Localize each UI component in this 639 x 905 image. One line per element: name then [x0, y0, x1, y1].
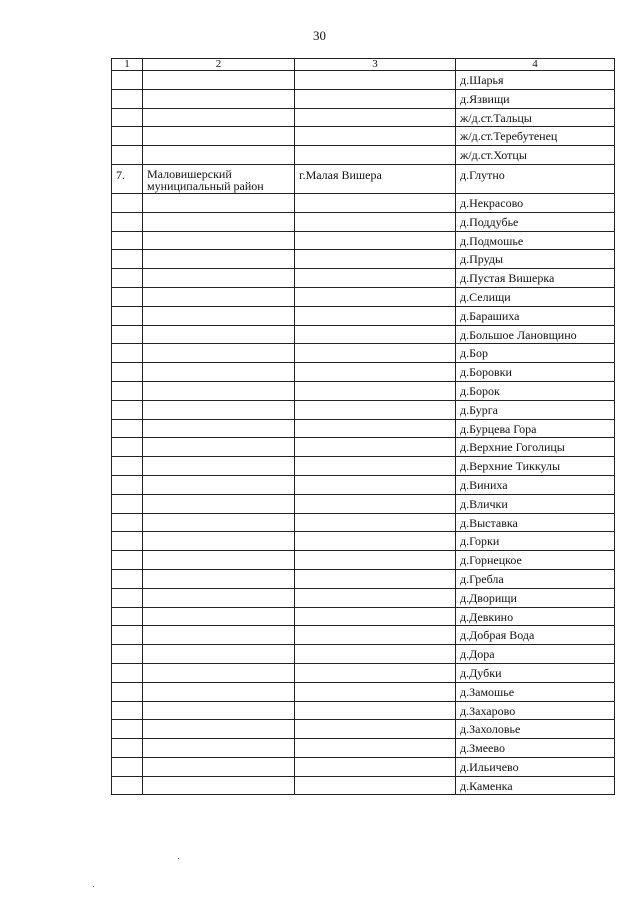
row-number-cell	[112, 551, 143, 570]
district-cell	[143, 287, 295, 306]
table-row	[112, 701, 615, 720]
row-number-cell	[112, 89, 143, 108]
settlement-cell: д.Бурцева Гора	[456, 419, 615, 438]
center-cell: г.Малая Вишера	[295, 164, 456, 193]
settlement-cell: д.Захарово	[456, 701, 615, 720]
district-cell	[143, 89, 295, 108]
center-cell	[295, 513, 456, 532]
settlement-cell: ж/д.ст.Теребутенец	[456, 127, 615, 146]
row-number-cell	[112, 682, 143, 701]
row-number-cell	[112, 569, 143, 588]
center-cell	[295, 626, 456, 645]
table-row	[112, 344, 615, 363]
row-number-cell	[112, 626, 143, 645]
scan-speck	[93, 886, 94, 887]
table-row	[112, 551, 615, 570]
table-row	[112, 363, 615, 382]
center-cell	[295, 231, 456, 250]
row-number-cell	[112, 146, 143, 165]
settlement-cell: д.Пустая Вишерка	[456, 269, 615, 288]
center-cell	[295, 419, 456, 438]
center-cell	[295, 108, 456, 127]
settlement-cell: д.Глутно	[456, 164, 615, 193]
table-row	[112, 663, 615, 682]
district-cell	[143, 400, 295, 419]
table-row	[112, 682, 615, 701]
center-cell	[295, 325, 456, 344]
district-cell	[143, 701, 295, 720]
settlement-cell: д.Большое Лановщино	[456, 325, 615, 344]
district-cell	[143, 212, 295, 231]
center-cell	[295, 250, 456, 269]
page-number: 30	[313, 28, 326, 43]
row-number-cell	[112, 250, 143, 269]
table-row	[112, 720, 615, 739]
settlement-cell: д.Барашиха	[456, 306, 615, 325]
column-header-3: 3	[295, 59, 456, 71]
center-cell	[295, 287, 456, 306]
column-header-2: 2	[143, 59, 295, 71]
district-cell	[143, 494, 295, 513]
row-number-cell	[112, 494, 143, 513]
district-cell	[143, 381, 295, 400]
district-cell	[143, 363, 295, 382]
settlement-cell: д.Поддубье	[456, 212, 615, 231]
district-cell: Маловишерский муниципальный район	[143, 164, 295, 193]
district-cell	[143, 757, 295, 776]
settlement-cell: д.Горнецкое	[456, 551, 615, 570]
district-cell	[143, 645, 295, 664]
district-cell	[143, 108, 295, 127]
table-row	[112, 325, 615, 344]
row-number-cell	[112, 513, 143, 532]
row-number-cell	[112, 287, 143, 306]
center-cell	[295, 569, 456, 588]
settlement-cell: д.Ильичево	[456, 757, 615, 776]
district-cell	[143, 193, 295, 212]
row-number-cell	[112, 720, 143, 739]
settlement-cell: д.Некрасово	[456, 193, 615, 212]
center-cell	[295, 363, 456, 382]
settlement-cell: д.Дубки	[456, 663, 615, 682]
district-cell	[143, 739, 295, 758]
table-row	[112, 532, 615, 551]
row-number-cell	[112, 193, 143, 212]
table-row	[112, 231, 615, 250]
row-number-cell	[112, 344, 143, 363]
district-cell	[143, 682, 295, 701]
column-header-4: 4	[456, 59, 615, 71]
table-row	[112, 71, 615, 90]
table-row	[112, 494, 615, 513]
row-number-cell	[112, 607, 143, 626]
row-number-cell	[112, 419, 143, 438]
district-cell	[143, 532, 295, 551]
settlement-cell: д.Выставка	[456, 513, 615, 532]
center-cell	[295, 739, 456, 758]
table-row	[112, 607, 615, 626]
scan-speck	[178, 858, 179, 859]
table-row	[112, 569, 615, 588]
settlement-cell: д.Змеево	[456, 739, 615, 758]
district-cell	[143, 71, 295, 90]
center-cell	[295, 400, 456, 419]
row-number-cell	[112, 269, 143, 288]
row-number-cell: 7.	[112, 164, 143, 193]
district-cell	[143, 588, 295, 607]
district-cell	[143, 438, 295, 457]
center-cell	[295, 127, 456, 146]
table-row	[112, 513, 615, 532]
header-row	[112, 59, 615, 71]
district-cell	[143, 306, 295, 325]
settlement-cell: д.Боровки	[456, 363, 615, 382]
row-number-cell	[112, 306, 143, 325]
settlement-cell: д.Каменка	[456, 776, 615, 795]
district-cell	[143, 569, 295, 588]
center-cell	[295, 381, 456, 400]
district-cell	[143, 663, 295, 682]
row-number-cell	[112, 739, 143, 758]
table-row	[112, 438, 615, 457]
table-row	[112, 419, 615, 438]
column-header-1: 1	[112, 59, 143, 71]
table-row	[112, 757, 615, 776]
row-number-cell	[112, 108, 143, 127]
table-row	[112, 381, 615, 400]
table-row	[112, 626, 615, 645]
settlement-cell: д.Верхние Тиккулы	[456, 457, 615, 476]
row-number-cell	[112, 776, 143, 795]
district-cell	[143, 720, 295, 739]
row-number-cell	[112, 127, 143, 146]
center-cell	[295, 438, 456, 457]
settlement-cell: д.Шарья	[456, 71, 615, 90]
center-cell	[295, 344, 456, 363]
district-cell	[143, 457, 295, 476]
settlement-cell: д.Горки	[456, 532, 615, 551]
center-cell	[295, 457, 456, 476]
settlement-cell: д.Пруды	[456, 250, 615, 269]
center-cell	[295, 193, 456, 212]
center-cell	[295, 701, 456, 720]
table-row	[112, 250, 615, 269]
settlement-cell: д.Гребла	[456, 569, 615, 588]
settlements-table	[111, 58, 615, 795]
center-cell	[295, 306, 456, 325]
settlement-cell: д.Дворищи	[456, 588, 615, 607]
settlement-cell: ж/д.ст.Тальцы	[456, 108, 615, 127]
settlement-cell: д.Селищи	[456, 287, 615, 306]
district-cell	[143, 250, 295, 269]
table-row	[112, 400, 615, 419]
district-cell	[143, 551, 295, 570]
center-cell	[295, 757, 456, 776]
district-cell	[143, 607, 295, 626]
table-row	[112, 108, 615, 127]
table-row	[112, 739, 615, 758]
row-number-cell	[112, 532, 143, 551]
settlement-cell: д.Влички	[456, 494, 615, 513]
settlement-cell: д.Добрая Вода	[456, 626, 615, 645]
settlement-cell: д.Девкино	[456, 607, 615, 626]
settlement-cell: д.Язвищи	[456, 89, 615, 108]
district-cell	[143, 776, 295, 795]
table-row	[112, 164, 615, 193]
center-cell	[295, 607, 456, 626]
table-row	[112, 475, 615, 494]
row-number-cell	[112, 663, 143, 682]
center-cell	[295, 551, 456, 570]
center-cell	[295, 532, 456, 551]
row-number-cell	[112, 363, 143, 382]
settlement-cell: д.Захоловье	[456, 720, 615, 739]
settlement-cell: д.Виниха	[456, 475, 615, 494]
table-row	[112, 645, 615, 664]
center-cell	[295, 212, 456, 231]
settlement-cell: д.Бурга	[456, 400, 615, 419]
table-row	[112, 776, 615, 795]
district-cell	[143, 513, 295, 532]
table-row	[112, 588, 615, 607]
row-number-cell	[112, 325, 143, 344]
settlement-cell: д.Дора	[456, 645, 615, 664]
row-number-cell	[112, 231, 143, 250]
center-cell	[295, 776, 456, 795]
center-cell	[295, 682, 456, 701]
district-cell	[143, 419, 295, 438]
center-cell	[295, 663, 456, 682]
center-cell	[295, 475, 456, 494]
district-cell	[143, 127, 295, 146]
district-cell	[143, 475, 295, 494]
settlement-cell: д.Замошье	[456, 682, 615, 701]
center-cell	[295, 494, 456, 513]
district-cell	[143, 231, 295, 250]
table-row	[112, 89, 615, 108]
district-cell	[143, 146, 295, 165]
center-cell	[295, 71, 456, 90]
row-number-cell	[112, 701, 143, 720]
center-cell	[295, 89, 456, 108]
district-cell	[143, 626, 295, 645]
row-number-cell	[112, 457, 143, 476]
center-cell	[295, 146, 456, 165]
table-row	[112, 306, 615, 325]
row-number-cell	[112, 645, 143, 664]
row-number-cell	[112, 381, 143, 400]
table-row	[112, 193, 615, 212]
table-row	[112, 127, 615, 146]
district-cell	[143, 269, 295, 288]
center-cell	[295, 720, 456, 739]
row-number-cell	[112, 588, 143, 607]
district-cell	[143, 325, 295, 344]
row-number-cell	[112, 757, 143, 776]
row-number-cell	[112, 438, 143, 457]
table-row	[112, 287, 615, 306]
row-number-cell	[112, 475, 143, 494]
table-row	[112, 457, 615, 476]
row-number-cell	[112, 400, 143, 419]
settlement-cell: д.Борок	[456, 381, 615, 400]
table-row	[112, 146, 615, 165]
center-cell	[295, 588, 456, 607]
table-row	[112, 269, 615, 288]
row-number-cell	[112, 212, 143, 231]
settlement-cell: д.Подмошье	[456, 231, 615, 250]
table-body	[112, 59, 615, 795]
center-cell	[295, 645, 456, 664]
center-cell	[295, 269, 456, 288]
district-cell	[143, 344, 295, 363]
row-number-cell	[112, 71, 143, 90]
table-row	[112, 212, 615, 231]
settlement-cell: д.Бор	[456, 344, 615, 363]
settlement-cell: ж/д.ст.Хотцы	[456, 146, 615, 165]
settlement-cell: д.Верхние Гоголицы	[456, 438, 615, 457]
